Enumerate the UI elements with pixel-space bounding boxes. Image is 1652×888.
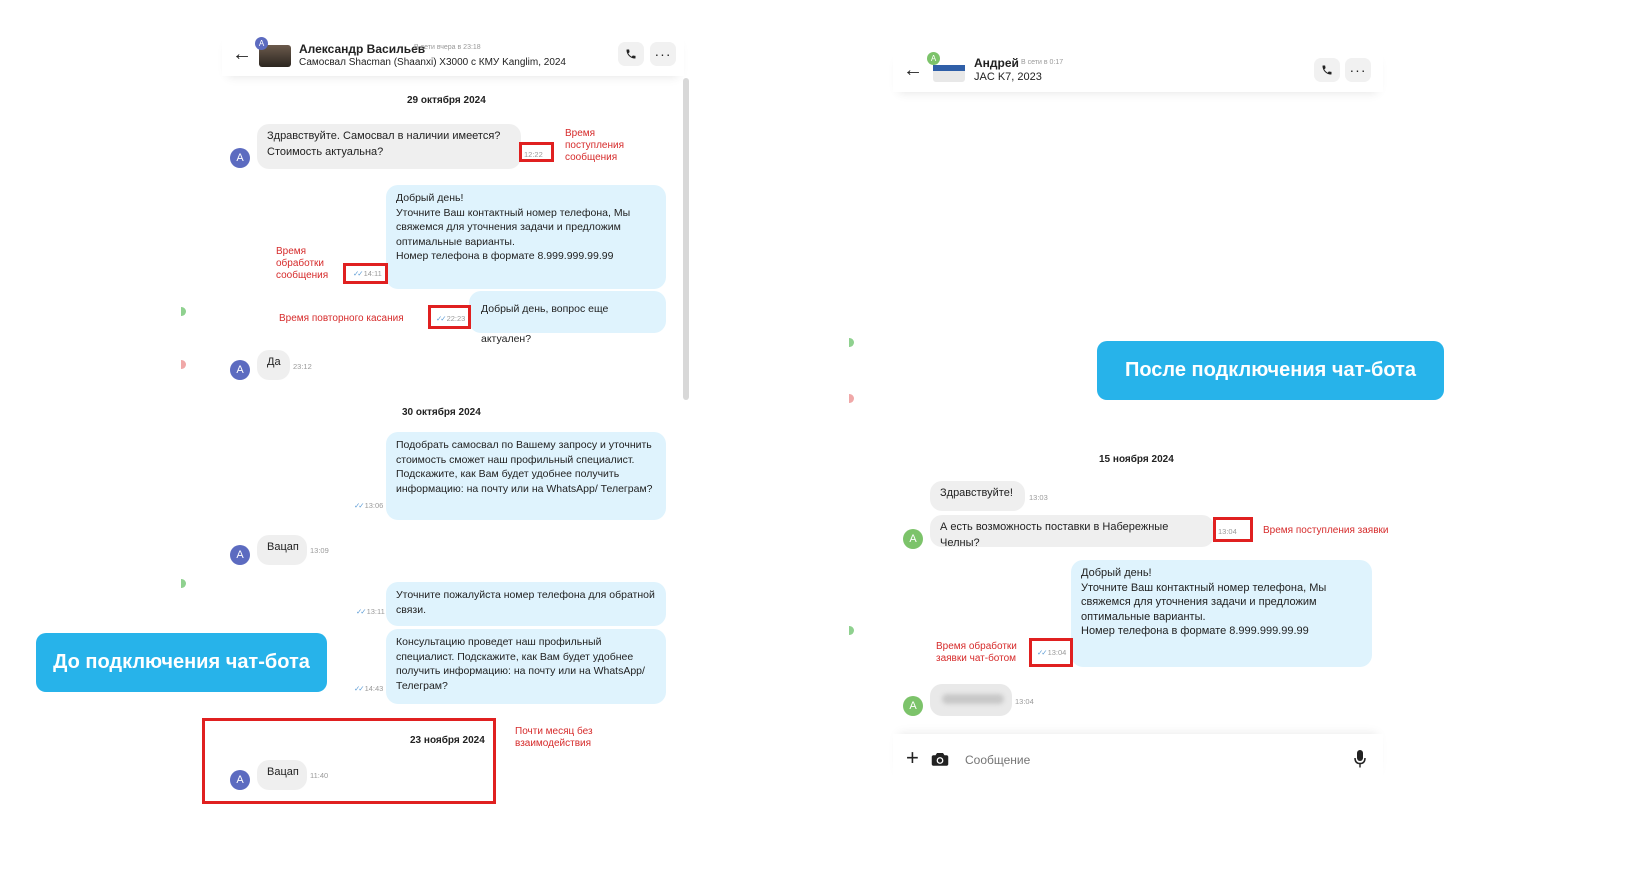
message-time: ✓✓ 14:43 — [354, 684, 384, 693]
outgoing-message: Подобрать самосвал по Вашему запросу и уточнить стоимость сможет наш профильный специалист. Подскажите, как Вам будет удобнее получить информацию: на почту или на WhatsApp/ Телеграм? — [386, 432, 666, 520]
contact-avatar: А — [230, 360, 250, 380]
message-time: ✓✓ 13:06 — [354, 501, 384, 510]
status-marker — [181, 360, 186, 369]
status-marker — [849, 338, 854, 347]
back-arrow-icon[interactable]: ← — [903, 59, 923, 81]
contact-avatar: А — [903, 529, 923, 549]
outgoing-message: Добрый день! Уточните Ваш контактный номер телефона, Мы свяжемся для уточнения задачи и предложим оптимальные варианты. Номер телефона в формате 8.999.999.99.99 — [386, 185, 666, 289]
microphone-icon[interactable] — [1354, 750, 1366, 768]
more-dots-icon: ··· — [654, 46, 672, 62]
highlight-box-month — [202, 718, 496, 804]
outgoing-message: Консультацию проведет наш профильный специалист. Подскажите, как Вам будет удобнее получить информацию: на почту или на WhatsApp/ Телеграм? — [386, 629, 666, 704]
contact-status: В сети в 0:17 — [1021, 59, 1064, 66]
message-time: 23:12 — [293, 362, 312, 371]
message-text: Да — [267, 356, 281, 368]
message-time: 13:03 — [1029, 493, 1048, 502]
listing-title[interactable]: Самосвал Shacman (Shaanxi) X3000 с КМУ Kanglim, 2024 — [299, 57, 566, 68]
message-text: Вацап — [267, 766, 299, 778]
incoming-message — [257, 350, 290, 380]
left-chat-header — [222, 32, 684, 76]
message-time: ✓✓ 14:11 — [353, 269, 382, 278]
date-separator: 23 ноября 2024 — [410, 735, 485, 746]
right-chat-header — [893, 48, 1383, 92]
phone-icon — [1321, 64, 1333, 76]
message-time: ✓✓ 22:23 — [436, 314, 466, 323]
incoming-message — [257, 124, 521, 169]
camera-icon[interactable] — [931, 751, 949, 767]
incoming-message — [930, 481, 1025, 511]
incoming-message — [930, 515, 1214, 547]
date-separator: 30 октября 2024 — [402, 407, 481, 418]
message-composer — [893, 734, 1383, 784]
incoming-message — [257, 535, 307, 565]
status-marker — [849, 626, 854, 635]
date-separator: 15 ноября 2024 — [1099, 454, 1174, 465]
contact-avatar: А — [230, 545, 250, 565]
annotation-processing: Время обработки сообщения — [276, 246, 329, 281]
annotation-retouch: Время повторного касания — [279, 313, 404, 324]
call-button[interactable] — [1314, 58, 1340, 82]
message-time: 13:04 — [1218, 527, 1237, 536]
more-button[interactable] — [1345, 58, 1371, 82]
before-chatbot-banner: До подключения чат-бота — [36, 633, 327, 692]
redacted-message — [930, 684, 1012, 716]
double-check-icon: ✓✓ — [354, 501, 363, 510]
incoming-message — [257, 760, 307, 790]
contact-status: В сети вчера в 23:18 — [414, 44, 481, 51]
message-text: Здравствуйте. Самосвал в наличии имеется? Стоимость актуальна? — [267, 130, 501, 158]
highlight-box — [1029, 638, 1073, 667]
contact-name: Андрей — [974, 56, 1019, 70]
contact-avatar-mini: А — [255, 37, 268, 50]
message-time: ✓✓ 13:11 — [356, 607, 385, 616]
double-check-icon: ✓✓ — [353, 269, 362, 278]
double-check-icon: ✓✓ — [436, 314, 445, 323]
double-check-icon: ✓✓ — [356, 607, 365, 616]
message-time: 11:40 — [310, 771, 329, 780]
call-button[interactable] — [618, 42, 644, 66]
more-button[interactable] — [650, 42, 676, 66]
message-text: Здравствуйте! — [940, 487, 1013, 499]
phone-icon — [625, 48, 637, 60]
status-marker — [849, 394, 854, 403]
highlight-box — [519, 142, 554, 162]
left-scrollbar[interactable] — [683, 78, 689, 400]
message-time: 13:09 — [310, 546, 329, 555]
double-check-icon: ✓✓ — [1037, 648, 1046, 657]
message-time: ✓✓ 13:04 — [1037, 648, 1067, 657]
contact-avatar: А — [903, 696, 923, 716]
annotation-month: Почти месяц без взаимодействия — [515, 726, 593, 749]
message-text: Вацап — [267, 541, 299, 553]
outgoing-message: Уточните пожалуйста номер телефона для обратной связи. — [386, 582, 666, 626]
outgoing-message: Добрый день, вопрос еще актуален? — [469, 291, 666, 333]
after-chatbot-banner: После подключения чат-бота — [1097, 341, 1444, 400]
plus-icon[interactable]: + — [906, 745, 919, 770]
double-check-icon: ✓✓ — [354, 684, 363, 693]
annotation-arrival: Время поступления сообщения — [565, 128, 625, 163]
highlight-box — [428, 305, 471, 329]
highlight-box — [343, 263, 388, 284]
listing-title[interactable]: JAC K7, 2023 — [974, 71, 1042, 83]
status-marker — [181, 579, 186, 588]
contact-name: Александр Васильев — [299, 42, 426, 56]
status-marker — [181, 307, 186, 316]
outgoing-message: Добрый день! Уточните Ваш контактный номер телефона, Мы свяжемся для уточнения задачи и предложим оптимальные варианты. Номер телефона в формате 8.999.999.99.99 — [1071, 560, 1372, 667]
annotation-processing: Время обработки заявки чат-ботом — [936, 641, 1017, 664]
contact-avatar-mini: А — [927, 52, 940, 65]
date-separator: 29 октября 2024 — [407, 95, 486, 106]
annotation-arrival: Время поступления заявки — [1263, 525, 1389, 536]
back-arrow-icon[interactable]: ← — [232, 43, 252, 65]
message-time: 12:22 — [524, 150, 543, 159]
contact-avatar: А — [230, 770, 250, 790]
highlight-box — [1213, 517, 1253, 542]
contact-avatar: А — [230, 148, 250, 168]
message-text: А есть возможность поставки в Набережные Челны? — [940, 521, 1169, 549]
more-dots-icon: ··· — [1349, 62, 1367, 78]
message-time: 13:04 — [1015, 697, 1034, 706]
message-input[interactable] — [963, 748, 1267, 772]
